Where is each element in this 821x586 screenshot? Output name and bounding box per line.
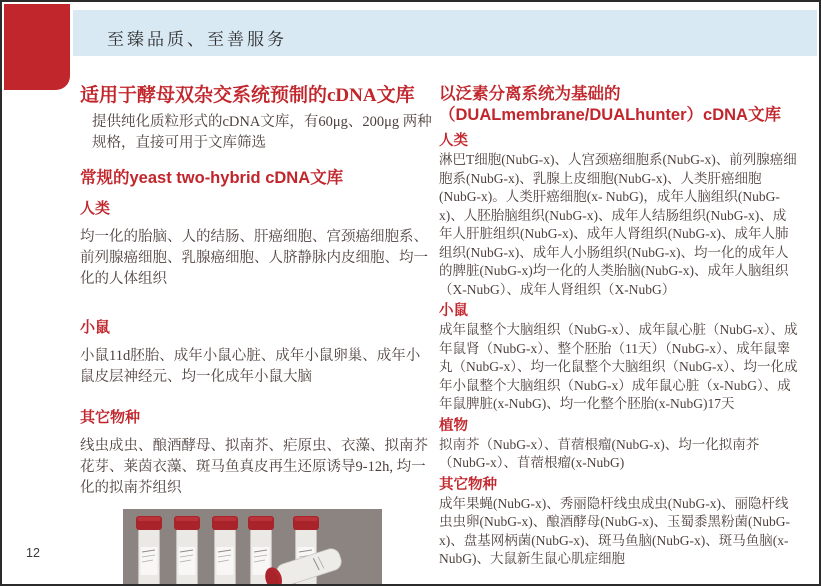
section-label-mouse: 小鼠 [80, 320, 111, 336]
section-label-human-right: 人类 [439, 133, 468, 149]
vial-1 [136, 516, 162, 586]
section-text-mouse: 小鼠11d胚胎、成年小鼠心脏、成年小鼠卵巢、成年小鼠皮层神经元、均一化成年小鼠大脑 [80, 348, 421, 385]
right-column [439, 84, 799, 571]
vial-2 [174, 516, 200, 586]
right-column-title: 以泛素分离系统为基础的（DUALmembrane/DUALhunter）cDNA文库 [439, 85, 781, 124]
section-text-mouse-right: 成年鼠整个大脑组织（NubG-x）、成年鼠心脏（NubG-x）、成年鼠肾（NubG-x）、整个胚胎（11天）（NubG-x）、成年鼠睾丸（NubG-x）、均一化鼠整个大脑组织（NubG-x）、均一化成年小鼠整个大脑组织（NubG-x）成年鼠心脏（x-NubG）、成年鼠脾脏(x-NubG)、均一化整个胚胎(x-NubG)17天 [439, 322, 798, 411]
left-column-intro: 提供纯化质粒形式的cDNA文库，有60μg、200μg 两种规格，直接可用于文库筛选 [92, 114, 432, 151]
page-number: 12 [26, 546, 40, 560]
section-text-human-right: 淋巴T细胞(NubG-x)、人宫颈癌细胞系(NubG-x)、前列腺癌细胞系(NubG-x)、乳腺上皮细胞(NubG-x)、人类肝癌细胞(NubG-x)。人类肝癌细胞(x- NubG)，成年人脑组织(NubG-x)、人胚胎脑组织(NubG-x)、成年人结肠组织(NubG-x)、成年人肝脏组织(NubG-x)、成年人肾组织(NubG-x)、成年人肺组织(NubG-x)、成年人小肠组织(NubG-x)、均一化的成年人的脾脏(NubG-x)均一化的人类胎脑(NubG-x)、成年人脑组织（X-NubG）、成年人肾组织（X-NubG） [439, 152, 797, 297]
section-text-other-species: 线虫成虫、酿酒酵母、拟南芥、疟原虫、衣藻、拟南芥花芽、莱茵衣藻、斑马鱼真皮再生还原诱导9-12h, 均一化的拟南芥组织 [80, 438, 428, 496]
section-label-mouse-right: 小鼠 [439, 303, 468, 319]
section-label-other-species: 其它物种 [80, 410, 141, 426]
header-band [73, 10, 817, 56]
section-label-other-species-right: 其它物种 [439, 476, 497, 493]
left-column [80, 84, 432, 586]
section-text-human: 均一化的胎脑、人的结肠、肝癌细胞、宫颈癌细胞系、前列腺癌细胞、乳腺癌细胞、人脐静脉内皮细胞、均一化的人体组织 [80, 229, 428, 287]
section-label-plants: 植物 [439, 417, 468, 434]
vial-3 [212, 516, 238, 586]
vials-photo [123, 509, 382, 586]
section-label-human: 人类 [80, 201, 111, 217]
section-text-other-species-right: 成年果蝇(NubG-x)、秀丽隐杆线虫成虫(NubG-x)、丽隐杆线虫虫卵(NubG-x)、酿酒酵母(NubG-x)、玉蜀黍黑粉菌(NubG-x)、盘基网柄菌(NubG-x)、斑马鱼脑(NubG-x)、斑马鱼脑(x-NubG)、大鼠新生鼠心肌症细胞 [439, 495, 790, 566]
left-column-title: 适用于酵母双杂交系统预制的cDNA文库 [80, 85, 415, 106]
red-corner-block [4, 4, 70, 90]
section-text-plants: 拟南芥（NubG-x）、苜蓿根瘤(NubG-x)、均一化拟南芥（NubG-x）、苜蓿根瘤(x-NubG) [439, 436, 760, 470]
header-tagline: 至臻品质、至善服务 [107, 30, 287, 49]
left-column-subtitle: 常规的yeast two-hybrid cDNA文库 [80, 169, 344, 187]
